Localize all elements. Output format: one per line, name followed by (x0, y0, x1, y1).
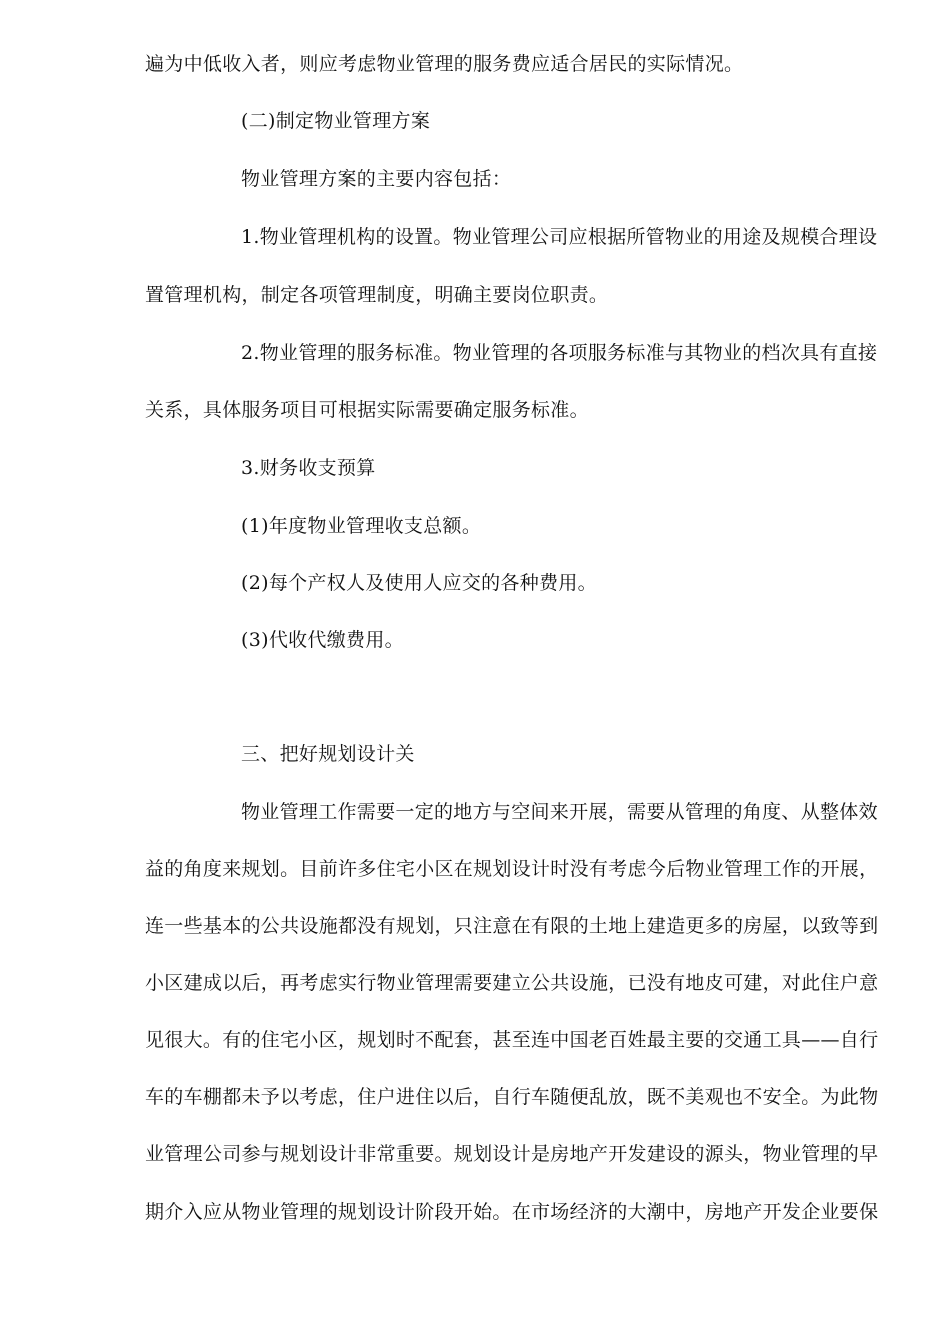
sub-list-item: (2)每个产权人及使用人应交的各种费用。 (241, 572, 597, 594)
paragraph-line: 遍为中低收入者，则应考虑物业管理的服务费应适合居民的实际情况。 (145, 53, 744, 75)
paragraph-line: 益的角度来规划。目前许多住宅小区在规划设计时没有考虑今后物业管理工作的开展， (145, 858, 879, 880)
list-item: 1.物业管理机构的设置。物业管理公司应根据所管物业的用途及规模合理设 (241, 226, 878, 248)
sub-list-item: (3)代收代缴费用。 (241, 629, 404, 651)
section-heading: 三、把好规划设计关 (241, 743, 415, 765)
paragraph-line: 期介入应从物业管理的规划设计阶段开始。在市场经济的大潮中，房地产开发企业要保 (145, 1201, 879, 1223)
paragraph-line: 小区建成以后，再考虑实行物业管理需要建立公共设施，已没有地皮可建，对此住户意 (145, 972, 879, 994)
list-item: 3.财务收支预算 (241, 457, 376, 479)
paragraph-line: 业管理公司参与规划设计非常重要。规划设计是房地产开发建设的源头，物业管理的早 (145, 1143, 879, 1165)
paragraph-line: 物业管理方案的主要内容包括： (241, 168, 512, 190)
paragraph-line: 置管理机构，制定各项管理制度，明确主要岗位职责。 (145, 284, 609, 306)
paragraph-line: 关系，具体服务项目可根据实际需要确定服务标准。 (145, 399, 589, 421)
paragraph-line: 见很大。有的住宅小区，规划时不配套，甚至连中国老百姓最主要的交通工具——自行 (145, 1029, 879, 1051)
list-item: 2.物业管理的服务标准。物业管理的各项服务标准与其物业的档次具有直接 (241, 342, 878, 364)
sub-list-item: (1)年度物业管理收支总额。 (241, 515, 482, 537)
paragraph-line: 连一些基本的公共设施都没有规划，只注意在有限的土地上建造更多的房屋，以致等到 (145, 915, 879, 937)
section-heading: (二)制定物业管理方案 (241, 110, 431, 132)
paragraph-line: 物业管理工作需要一定的地方与空间来开展，需要从管理的角度、从整体效 (241, 801, 878, 823)
paragraph-line: 车的车棚都未予以考虑，住户进住以后，自行车随便乱放，既不美观也不安全。为此物 (145, 1086, 879, 1108)
